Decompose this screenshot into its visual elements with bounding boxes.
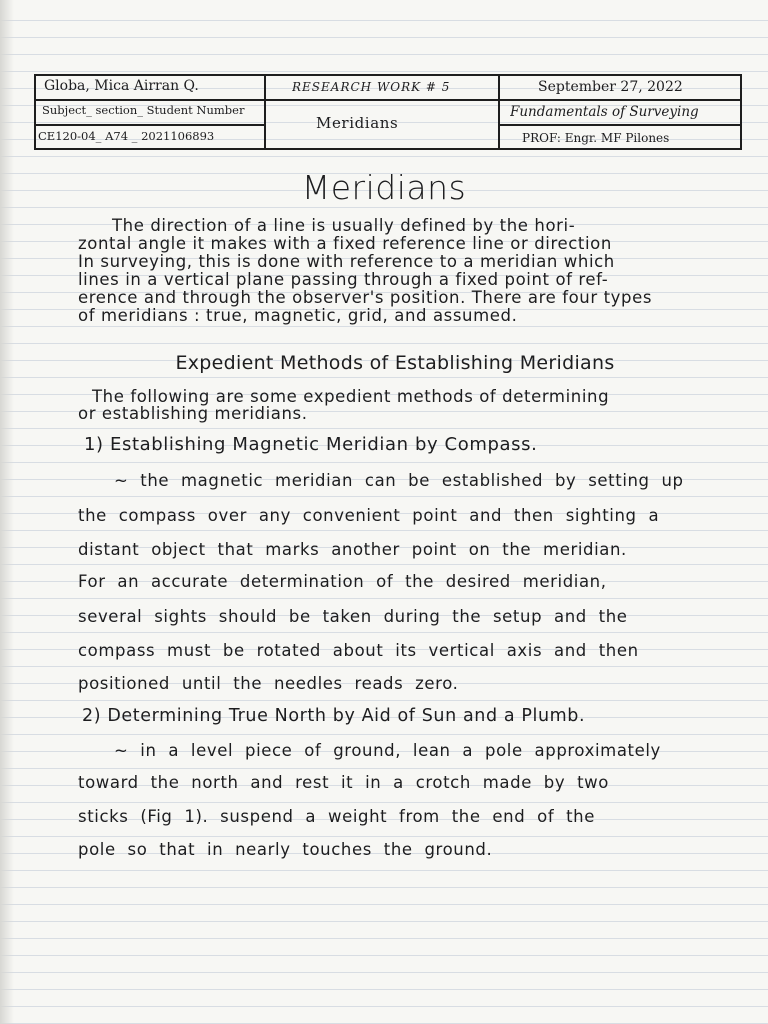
method-2-line-2: toward the north and rest it in a crotch made by two [78,773,609,792]
header-table [34,74,742,150]
method-2-line-1: ~ in a level piece of ground, lean a pole approximately [114,741,661,760]
lead-line-2: or establishing meridians. [78,404,308,423]
method-1-line-3: distant object that marks another point on the meridian. [78,540,627,559]
section-subheading: Expedient Methods of Establishing Meridians [175,352,615,374]
intro-line-2: zontal angle it makes with a fixed reference line or direction [78,234,612,253]
method-1-line-4: For an accurate determination of the desired meridian, [78,572,607,591]
method-2-line-3: sticks (Fig 1). suspend a weight from the end of the [78,807,595,826]
page-title: Meridians [301,168,467,207]
header-row-line-right-1 [500,99,742,101]
subject-values: CE120-04_ A74 _ 2021106893 [38,129,215,143]
intro-line-6: of meridians : true, magnetic, grid, and assumed. [78,306,518,325]
header-divider-2 [498,76,500,148]
method-1-line-6: compass must be rotated about its vertical axis and then [78,641,639,660]
method-1-title: 1) Establishing Magnetic Meridian by Compass. [84,434,538,455]
header-divider-1 [264,76,266,148]
topic-label: Meridians [316,114,399,132]
intro-line-1: The direction of a line is usually defined by the hori- [112,216,576,235]
method-2-line-4: pole so that in nearly touches the ground. [78,840,493,859]
method-1-line-2: the compass over any convenient point and then sighting a [78,506,660,525]
course-label: Fundamentals of Surveying [510,104,699,120]
intro-line-3: In surveying, this is done with reference to a meridian which [78,252,615,271]
professor-label: PROF: Engr. MF Pilones [522,131,670,145]
intro-line-5: erence and through the observer's position. There are four types [78,288,653,307]
paper-edge-shadow [0,0,14,1024]
method-1-line-5: several sights should be taken during the setup and the [78,607,628,626]
header-row-line-right-2 [500,124,742,126]
research-work-label: RESEARCH WORK # 5 [292,80,451,94]
subject-labels: Subject_ section_ Student Number [42,103,245,117]
method-1-line-7: positioned until the needles reads zero. [78,674,459,693]
intro-line-4: lines in a vertical plane passing through a fixed point of ref- [78,270,609,289]
method-1-line-1: ~ the magnetic meridian can be established by setting up [114,471,684,490]
header-row-line-left-2 [36,124,264,126]
lead-line-1: The following are some expedient methods of determining [92,387,610,406]
header-row-line-left-1 [36,99,264,101]
student-name: Globa, Mica Airran Q. [44,78,199,94]
date-label: September 27, 2022 [538,79,683,95]
method-2-title: 2) Determining True North by Aid of Sun and a Plumb. [82,706,586,726]
header-row-line-mid [266,99,498,101]
